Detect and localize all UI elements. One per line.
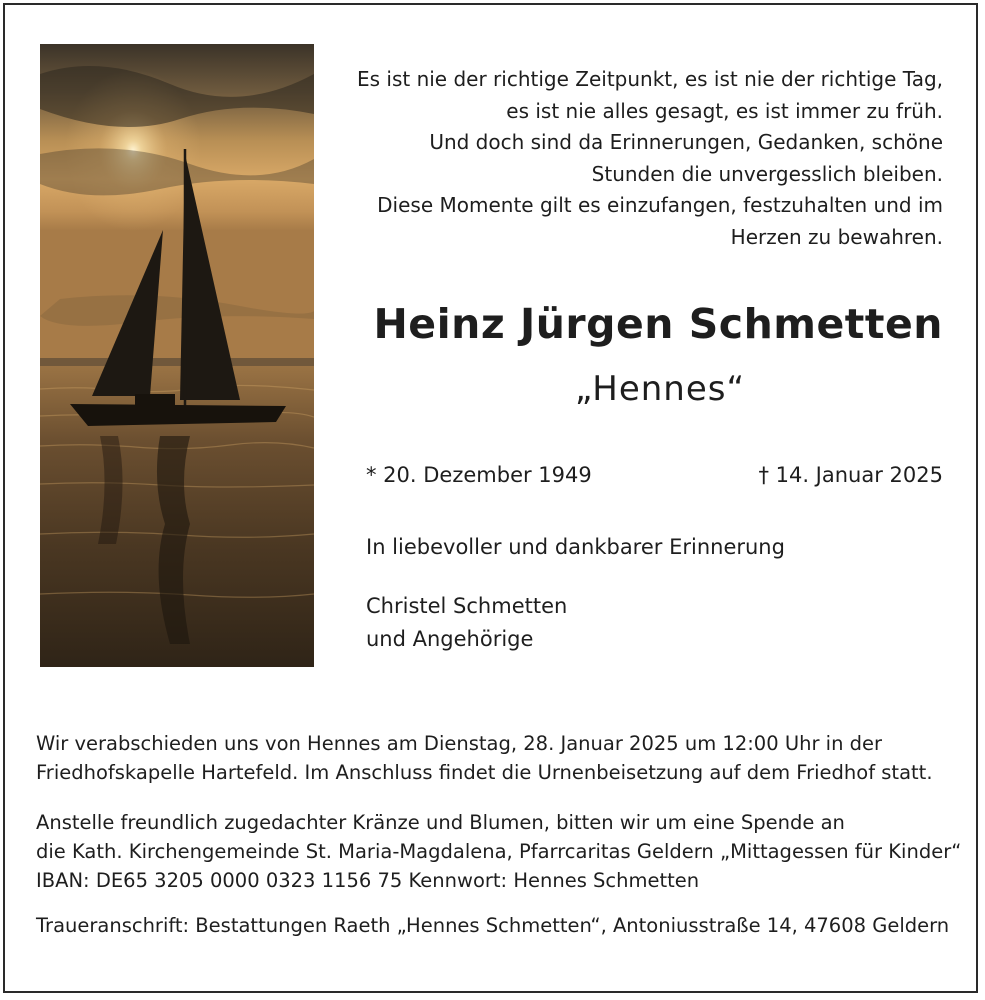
mourners <box>366 590 567 656</box>
death-date: † 14. Januar 2025 <box>758 463 943 487</box>
funeral-info <box>36 729 933 787</box>
poem-line: Diese Momente gilt es einzufangen, festzuhalten und im <box>377 193 943 217</box>
remembrance-line: In liebevoller und dankbarer Erinnerung <box>366 535 785 559</box>
poem-line: Und doch sind da Erinnerungen, Gedanken, schöne <box>429 130 943 154</box>
birth-date: * 20. Dezember 1949 <box>366 463 592 487</box>
deceased-name: Heinz Jürgen Schmetten <box>373 300 943 348</box>
poem-line: es ist nie alles gesagt, es ist immer zu früh. <box>506 98 943 123</box>
poem-line: Es ist nie der richtige Zeitpunkt, es ist nie der richtige Tag, <box>356 67 943 91</box>
donation-info <box>36 808 961 895</box>
sailboat-sunset-photo <box>40 44 314 667</box>
poem-line: Stunden die unvergesslich bleiben. <box>591 161 943 186</box>
donation-line: die Kath. Kirchengemeinde St. Maria-Magdalena, Pfarrcaritas Geldern „Mittagessen für Kinder“ <box>36 840 962 863</box>
deceased-nickname: „Hennes“ <box>574 369 746 409</box>
address-line: Traueranschrift: Bestattungen Raeth „Hennes Schmetten“, Antoniusstraße 14, 47608 Geldern <box>36 914 950 937</box>
poem <box>323 64 943 253</box>
mourning-address <box>36 911 949 940</box>
donation-iban: IBAN: DE65 3205 0000 0323 1156 75 Kennwort: Hennes Schmetten <box>36 869 700 892</box>
funeral-line: Friedhofskapelle Hartefeld. Im Anschluss findet die Urnenbeisetzung auf dem Friedhof statt. <box>36 761 933 784</box>
mourner-line: Christel Schmetten <box>366 594 568 618</box>
mourner-line: und Angehörige <box>366 627 534 651</box>
poem-line: Herzen zu bewahren. <box>730 224 943 249</box>
funeral-line: Wir verabschieden uns von Hennes am Dienstag, 28. Januar 2025 um 12:00 Uhr in der <box>36 732 883 755</box>
donation-line: Anstelle freundlich zugedachter Kränze und Blumen, bitten wir um eine Spende an <box>36 811 845 834</box>
